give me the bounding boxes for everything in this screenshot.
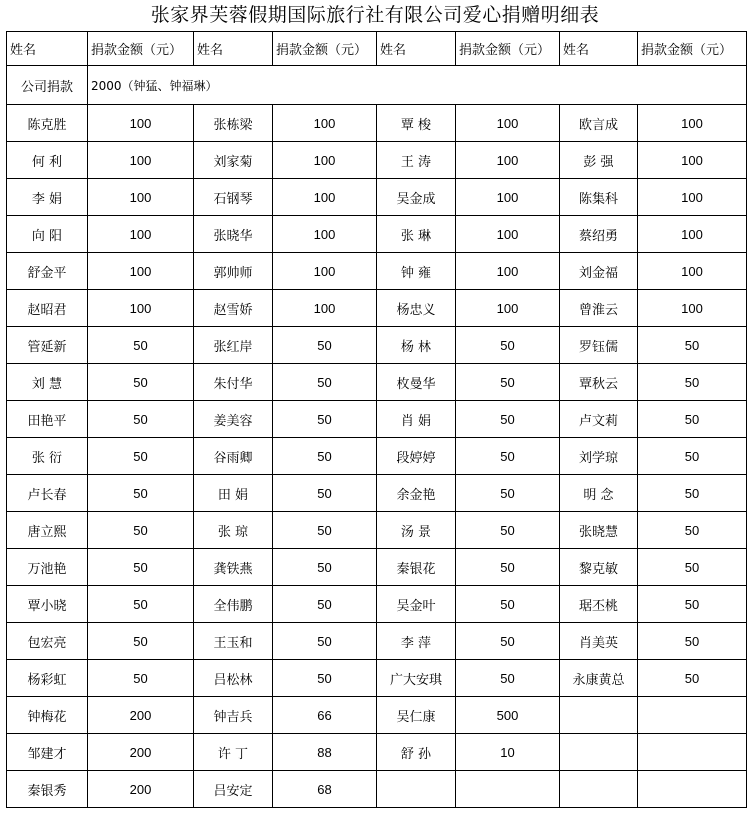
donation-amount: 50 — [456, 512, 560, 549]
donor-name: 吴仁康 — [377, 697, 456, 734]
table-row — [7, 549, 747, 586]
donor-name: 张晓华 — [194, 216, 273, 253]
table-row — [7, 253, 747, 290]
donation-amount: 50 — [456, 623, 560, 660]
table-row — [7, 586, 747, 623]
donor-name: 覃小晓 — [7, 586, 88, 623]
donor-name: 邹建才 — [7, 734, 88, 771]
donor-name: 姜美容 — [194, 401, 273, 438]
donor-name: 包宏亮 — [7, 623, 88, 660]
donor-name: 朱付华 — [194, 364, 273, 401]
donor-name: 管延新 — [7, 327, 88, 364]
donation-amount: 50 — [88, 401, 194, 438]
donation-amount: 100 — [638, 179, 747, 216]
table-row — [7, 475, 747, 512]
donation-amount: 50 — [456, 438, 560, 475]
donor-name: 明 念 — [560, 475, 638, 512]
donation-amount: 100 — [456, 179, 560, 216]
donation-amount: 50 — [88, 586, 194, 623]
donor-name: 刘 慧 — [7, 364, 88, 401]
header-amount: 捐款金额（元） — [638, 32, 747, 66]
donor-name: 吕松林 — [194, 660, 273, 697]
donation-amount: 50 — [456, 660, 560, 697]
donor-name: 许 丁 — [194, 734, 273, 771]
donor-name: 李 娟 — [7, 179, 88, 216]
donor-name — [560, 734, 638, 771]
donation-amount: 50 — [88, 438, 194, 475]
table-row — [7, 660, 747, 697]
donation-amount: 100 — [638, 253, 747, 290]
donation-amount: 50 — [273, 586, 377, 623]
header-name: 姓名 — [7, 32, 88, 66]
donor-name: 龚铁燕 — [194, 549, 273, 586]
donation-amount: 100 — [273, 142, 377, 179]
donation-amount: 50 — [88, 327, 194, 364]
donation-amount — [456, 771, 560, 808]
donor-name: 秦银秀 — [7, 771, 88, 808]
donor-name: 万池艳 — [7, 549, 88, 586]
donor-name: 钟梅花 — [7, 697, 88, 734]
header-name: 姓名 — [560, 32, 638, 66]
donation-amount: 100 — [456, 105, 560, 142]
donor-name: 刘家菊 — [194, 142, 273, 179]
donor-name: 舒 孙 — [377, 734, 456, 771]
donation-amount: 50 — [638, 364, 747, 401]
donor-name: 卢长春 — [7, 475, 88, 512]
donation-amount: 100 — [638, 216, 747, 253]
donor-name: 王 涛 — [377, 142, 456, 179]
table-row — [7, 734, 747, 771]
donation-amount: 50 — [273, 475, 377, 512]
donation-amount: 100 — [456, 290, 560, 327]
donor-name: 吕安定 — [194, 771, 273, 808]
donor-name: 肖美英 — [560, 623, 638, 660]
donation-amount: 88 — [273, 734, 377, 771]
table-row — [7, 512, 747, 549]
table-row — [7, 771, 747, 808]
donation-amount: 100 — [88, 105, 194, 142]
donation-amount: 50 — [456, 327, 560, 364]
donor-name: 郭帅师 — [194, 253, 273, 290]
corporate-label: 公司捐款 — [7, 66, 88, 105]
donation-amount: 50 — [88, 475, 194, 512]
donation-amount: 200 — [88, 734, 194, 771]
donor-name: 田 娟 — [194, 475, 273, 512]
donor-name: 蔡绍勇 — [560, 216, 638, 253]
donation-amount: 50 — [638, 660, 747, 697]
donation-amount: 100 — [88, 253, 194, 290]
donor-name: 吴金成 — [377, 179, 456, 216]
donation-amount: 50 — [273, 623, 377, 660]
donation-amount: 50 — [88, 549, 194, 586]
donor-name: 钟 雍 — [377, 253, 456, 290]
donor-name: 秦银花 — [377, 549, 456, 586]
donation-amount: 66 — [273, 697, 377, 734]
table-row — [7, 105, 747, 142]
donation-table — [6, 31, 747, 808]
donor-name: 枚曼华 — [377, 364, 456, 401]
donation-amount: 50 — [638, 586, 747, 623]
donation-amount: 50 — [456, 401, 560, 438]
donation-amount: 100 — [88, 216, 194, 253]
table-row — [7, 179, 747, 216]
donor-name: 永康黄总 — [560, 660, 638, 697]
donation-amount: 50 — [273, 327, 377, 364]
donation-amount: 50 — [638, 401, 747, 438]
donor-name: 张 琼 — [194, 512, 273, 549]
donor-name: 覃秋云 — [560, 364, 638, 401]
table-row — [7, 623, 747, 660]
donation-amount: 50 — [273, 549, 377, 586]
donor-name: 王玉和 — [194, 623, 273, 660]
donation-amount: 100 — [638, 142, 747, 179]
donor-name: 张 琳 — [377, 216, 456, 253]
donor-name: 覃 梭 — [377, 105, 456, 142]
donation-amount: 100 — [273, 216, 377, 253]
table-row — [7, 697, 747, 734]
donor-name: 张栋梁 — [194, 105, 273, 142]
donor-name: 琚丕桃 — [560, 586, 638, 623]
donation-amount: 50 — [638, 475, 747, 512]
donation-amount: 50 — [88, 660, 194, 697]
donation-amount: 50 — [456, 475, 560, 512]
donation-amount: 100 — [88, 290, 194, 327]
donation-amount: 100 — [638, 290, 747, 327]
donor-name: 张 衍 — [7, 438, 88, 475]
donor-name: 陈克胜 — [7, 105, 88, 142]
donation-amount: 50 — [88, 512, 194, 549]
donation-amount: 100 — [273, 290, 377, 327]
table-row — [7, 216, 747, 253]
donor-name: 田艳平 — [7, 401, 88, 438]
donor-name: 杨彩虹 — [7, 660, 88, 697]
donor-name: 曾淮云 — [560, 290, 638, 327]
donation-amount: 50 — [456, 586, 560, 623]
donor-name: 舒金平 — [7, 253, 88, 290]
corporate-amount: 2000（钟猛、钟福琳） — [88, 66, 747, 105]
donation-amount: 50 — [456, 364, 560, 401]
header-amount: 捐款金额（元） — [456, 32, 560, 66]
donor-name: 向 阳 — [7, 216, 88, 253]
donation-amount: 200 — [88, 697, 194, 734]
table-row — [7, 364, 747, 401]
table-row — [7, 290, 747, 327]
donation-amount: 500 — [456, 697, 560, 734]
table-row — [7, 401, 747, 438]
donor-name: 吴金叶 — [377, 586, 456, 623]
donation-amount: 50 — [638, 623, 747, 660]
donor-name: 张晓慧 — [560, 512, 638, 549]
donation-amount: 50 — [638, 438, 747, 475]
donation-amount: 10 — [456, 734, 560, 771]
donation-amount: 100 — [456, 142, 560, 179]
donor-name: 欧言成 — [560, 105, 638, 142]
donor-name — [377, 771, 456, 808]
donor-name: 张红岸 — [194, 327, 273, 364]
donor-name: 黎克敏 — [560, 549, 638, 586]
donation-amount: 50 — [638, 549, 747, 586]
donation-amount: 50 — [273, 401, 377, 438]
donation-amount: 50 — [88, 623, 194, 660]
donor-name: 杨忠义 — [377, 290, 456, 327]
donation-amount: 50 — [273, 364, 377, 401]
donor-name: 唐立熙 — [7, 512, 88, 549]
donation-amount: 50 — [88, 364, 194, 401]
donor-name: 钟吉兵 — [194, 697, 273, 734]
donation-amount: 100 — [456, 253, 560, 290]
donor-name: 杨 林 — [377, 327, 456, 364]
donor-name: 罗钰儒 — [560, 327, 638, 364]
donation-amount — [638, 771, 747, 808]
donation-amount: 100 — [273, 253, 377, 290]
header-row — [7, 32, 747, 66]
donation-amount — [638, 697, 747, 734]
donor-name: 卢文莉 — [560, 401, 638, 438]
donor-name: 何 利 — [7, 142, 88, 179]
donation-amount: 50 — [273, 512, 377, 549]
donor-name: 余金艳 — [377, 475, 456, 512]
donation-amount — [638, 734, 747, 771]
header-amount: 捐款金额（元） — [88, 32, 194, 66]
table-row — [7, 438, 747, 475]
donation-amount: 68 — [273, 771, 377, 808]
donation-amount: 100 — [88, 179, 194, 216]
donor-name: 陈集科 — [560, 179, 638, 216]
table-row — [7, 142, 747, 179]
donation-amount: 50 — [273, 660, 377, 697]
corporate-donation-row — [7, 66, 747, 105]
donation-amount: 100 — [88, 142, 194, 179]
donation-amount: 50 — [456, 549, 560, 586]
header-amount: 捐款金额（元） — [273, 32, 377, 66]
donor-name: 刘金福 — [560, 253, 638, 290]
donor-name: 赵雪娇 — [194, 290, 273, 327]
donor-name: 汤 景 — [377, 512, 456, 549]
donation-amount: 200 — [88, 771, 194, 808]
donor-name: 李 萍 — [377, 623, 456, 660]
donor-name: 谷雨卿 — [194, 438, 273, 475]
donor-name: 全伟鹏 — [194, 586, 273, 623]
donor-name — [560, 697, 638, 734]
donor-name: 广大安琪 — [377, 660, 456, 697]
donation-amount: 100 — [456, 216, 560, 253]
donation-amount: 50 — [638, 512, 747, 549]
donor-name: 刘学琼 — [560, 438, 638, 475]
header-name: 姓名 — [377, 32, 456, 66]
donor-name: 段婷婷 — [377, 438, 456, 475]
donation-amount: 100 — [638, 105, 747, 142]
donor-name: 赵昭君 — [7, 290, 88, 327]
donation-amount: 50 — [273, 438, 377, 475]
donation-amount: 50 — [638, 327, 747, 364]
donor-name: 石钢琴 — [194, 179, 273, 216]
donation-amount: 100 — [273, 179, 377, 216]
donation-amount: 100 — [273, 105, 377, 142]
header-name: 姓名 — [194, 32, 273, 66]
donor-name — [560, 771, 638, 808]
donor-name: 彭 强 — [560, 142, 638, 179]
donor-name: 肖 娟 — [377, 401, 456, 438]
page-title: 张家界芙蓉假期国际旅行社有限公司爱心捐赠明细表 — [150, 4, 600, 26]
table-row — [7, 327, 747, 364]
